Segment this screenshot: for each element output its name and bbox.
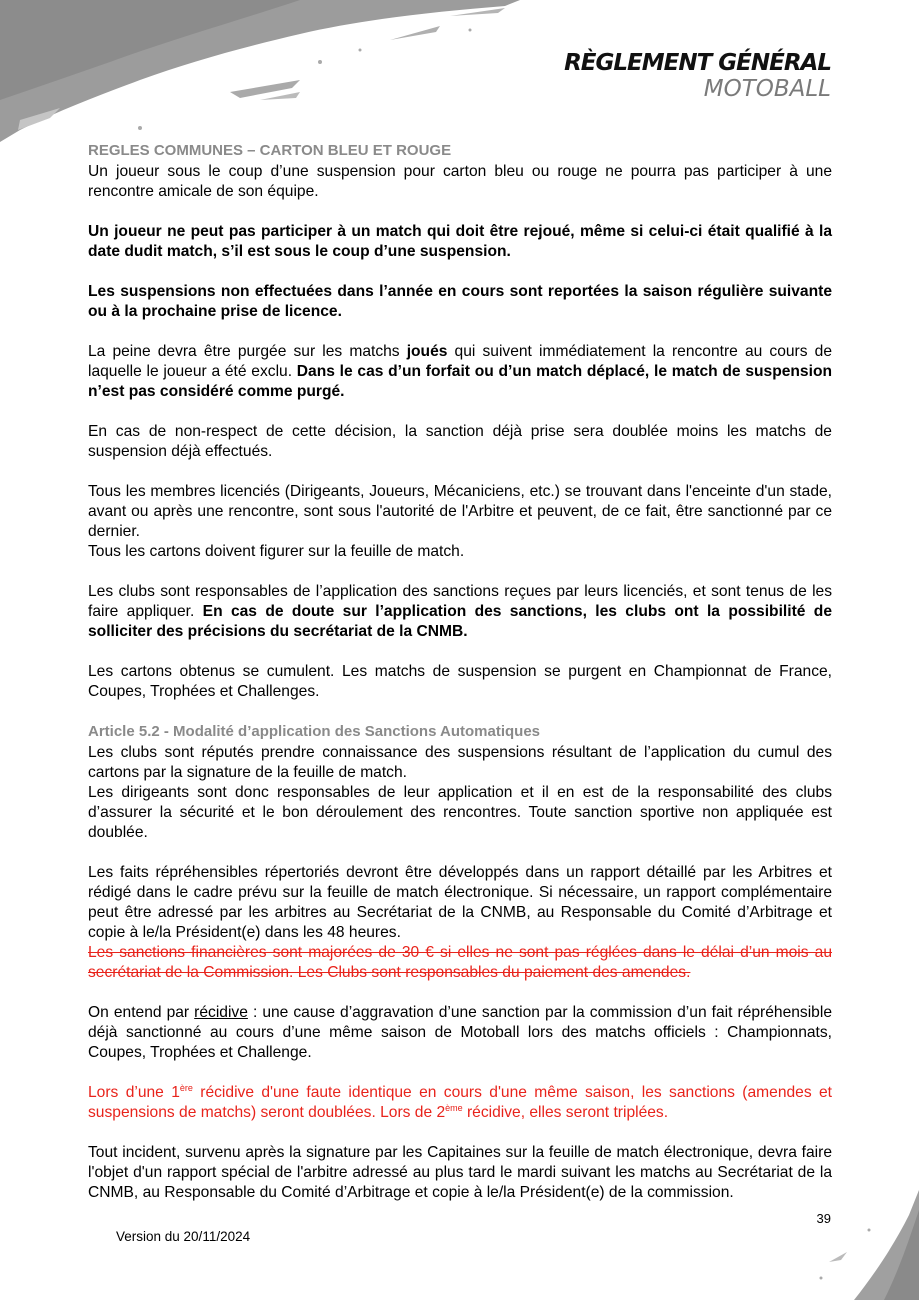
bold-span: Dans le cas d’un forfait ou d’un match déplacé, le match de suspension n’est pas considéré comme purgé.	[88, 363, 832, 400]
paragraph-faits-reprehensibles: Les faits répréhensibles répertoriés devront être développés dans un rapport détaillé par les Arbitres et rédigé dans le cadre prévu sur la feuille de match électronique. Si nécessaire, un rapport complémentaire peut être adressé par les arbitres au Secrétariat de la CNMB, au Responsable du Comité d’Arbitrage et copie à le/la Président(e) dans les 48 heures.	[88, 864, 832, 941]
text-span: La peine devra être purgée sur les matchs	[88, 343, 407, 360]
text-span: récidive, elles seront triplées.	[462, 1104, 669, 1121]
paragraph-connaissance-suspensions: Les clubs sont réputés prendre connaissance des suspensions résultant de l’application du cumul des cartons par la signature de la feuille de match.	[88, 744, 832, 781]
paragraph-non-respect: En cas de non-respect de cette décision, la sanction déjà prise sera doublée moins les matchs de suspension déjà effectués.	[88, 423, 832, 460]
paragraph-peine-purgee	[88, 342, 832, 402]
paragraph-sanctions-financieres-struck: Les sanctions financières sont majorées de 30 € si elles ne sont pas réglées dans le délai d’un mois au secrétariat de la Commission. Les Clubs sont responsables du paiement des amendes.	[88, 944, 832, 981]
paragraph-cartons-cumulent: Les cartons obtenus se cumulent. Les matchs de suspension se purgent en Championnat de France, Coupes, Trophées et Challenges.	[88, 663, 832, 700]
paragraph-suspensions-reportees: Les suspensions non effectuées dans l’année en cours sont reportées la saison régulière suivante ou à la prochaine prise de licence.	[88, 283, 832, 320]
paragraph-amicale: Un joueur sous le coup d’une suspension pour carton bleu ou rouge ne pourra pas participer à une rencontre amicale de son équipe.	[88, 163, 832, 200]
version-footer: Version du 20/11/2024	[116, 1229, 251, 1244]
document-body	[88, 141, 832, 1223]
paragraph-membres-licencies: Tous les membres licenciés (Dirigeants, Joueurs, Mécaniciens, etc.) se trouvant dans l'enceinte d'un stade, avant ou après une rencontre, sont sous l'autorité de l'Arbitre et peuvent, de ce fait, être sanctionné par ce dernier.	[88, 483, 832, 540]
text-span: récidive d'une faute identique en cours d'une même saison, les sanctions (amendes et suspensions de matchs) seront doublées. Lors de 2	[88, 1084, 832, 1121]
brush-stroke-decoration-top	[0, 0, 540, 160]
superscript: ère	[179, 1083, 193, 1093]
paragraph-recidive-sanctions	[88, 1083, 832, 1123]
paragraph-match-rejoue: Un joueur ne peut pas participer à un match qui doit être rejoué, même si celui-ci était qualifié à la date dudit match, s’il est sous le coup d’une suspension.	[88, 223, 832, 260]
bold-span: joués	[406, 343, 448, 360]
underlined-term: récidive	[194, 1004, 248, 1021]
text-span: : une cause d’aggravation d’une sanction par la commission d’un fait répréhensible déjà sanctionné au cours d’une même saison de Motoball lors des matchs officiels : Championnats, Coupes, Trophées et Challenge.	[88, 1004, 832, 1061]
text-span: qui suivent immédiatement la rencontre au cours de laquelle le joueur a été exclu.	[88, 343, 832, 380]
brand-title-line2: MOTOBALL	[703, 76, 831, 102]
paragraph-dirigeants-responsables: Les dirigeants sont donc responsables de leur application et il en est de la responsabilité des clubs d’assurer la sécurité et le bon déroulement des rencontres. Toute sanction sportive non appliquée est doublée.	[88, 784, 832, 841]
document-brand-title	[564, 50, 831, 102]
section-heading-article-5-2: Article 5.2 - Modalité d’application des Sanctions Automatiques	[88, 723, 541, 740]
superscript: ème	[445, 1103, 463, 1113]
text-span: Les clubs sont responsables de l’application des sanctions reçues par leurs licenciés, et sont tenus de les faire appliquer.	[88, 583, 832, 620]
brand-title-line1: RÈGLEMENT GÉNÉRAL	[564, 50, 831, 76]
page-number: 39	[816, 1211, 831, 1226]
paragraph-cartons-feuille: Tous les cartons doivent figurer sur la feuille de match.	[88, 543, 465, 560]
text-span: On entend par	[88, 1004, 195, 1021]
section-heading-regles-communes: REGLES COMMUNES – CARTON BLEU ET ROUGE	[88, 142, 452, 159]
bold-span: En cas de doute sur l’application des sanctions, les clubs ont la possibilité de solliciter des précisions du secrétariat de la CNMB.	[88, 603, 832, 640]
paragraph-clubs-responsables	[88, 582, 832, 642]
paragraph-recidive-definition	[88, 1003, 832, 1063]
text-span: Lors d’une 1	[88, 1084, 180, 1101]
paragraph-tout-incident: Tout incident, survenu après la signature par les Capitaines sur la feuille de match électronique, devra faire l'objet d'un rapport spécial de l'arbitre adressé au plus tard le mardi suivant les matchs au Secrétariat de la CNMB, au Responsable du Comité d’Arbitrage et copie à le/la Président(e) de la commission.	[88, 1144, 832, 1201]
